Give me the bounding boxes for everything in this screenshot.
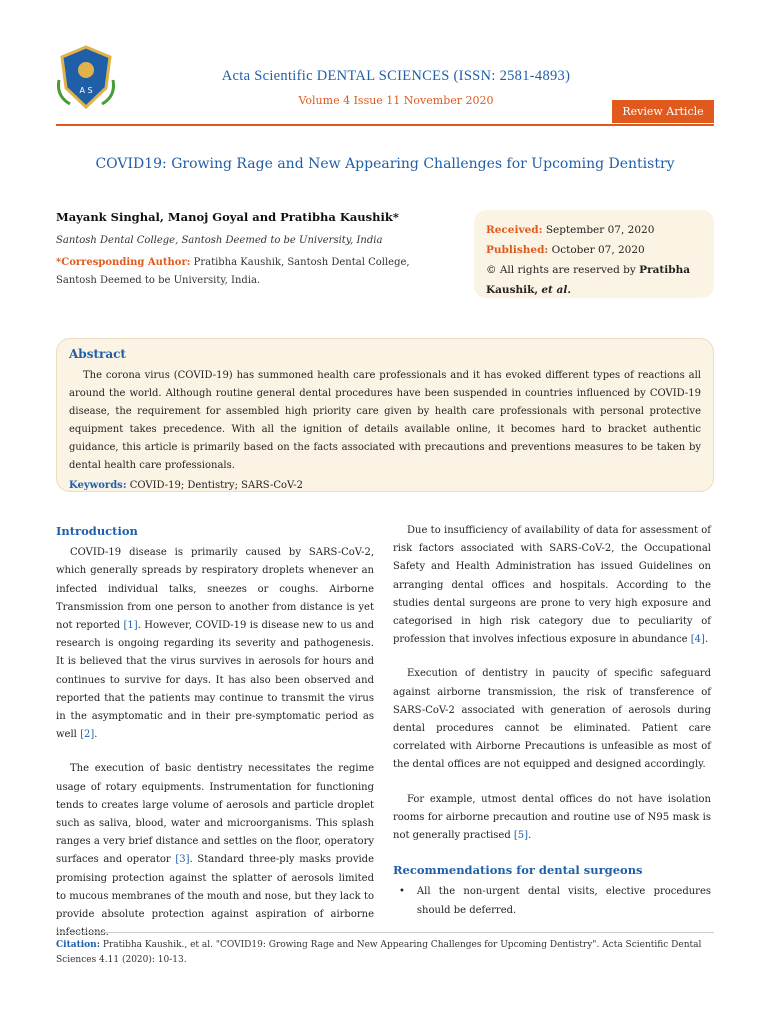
paragraph-4: Execution of dentistry in paucity of specific safeguard against airborne transmission, the risk of transference of SARS-CoV-2 associated with generation of aerosols during dental procedures cannot be eliminated. Patient care correlated with Airborne Precautions is unfeasible as most of the dental offices are not equipped and designed accordingly. — [393, 668, 711, 771]
header-divider — [56, 124, 714, 126]
keywords-label: Keywords: — [69, 480, 127, 491]
volume-issue: Volume 4 Issue 11 November 2020 — [298, 94, 494, 107]
keywords — [69, 477, 701, 495]
reference-link-5[interactable]: [5] — [513, 830, 529, 842]
paper-title: COVID19: Growing Rage and New Appearing Challenges for Upcoming Dentistry — [95, 156, 675, 172]
bullet-icon: • — [399, 886, 405, 898]
citation-label: Citation: — [56, 940, 101, 950]
published-date: October 07, 2020 — [551, 244, 645, 256]
authors: Mayank Singhal, Manoj Goyal and Pratibha Kaushik* — [56, 210, 399, 224]
body-column-right — [393, 522, 711, 920]
affiliation: Santosh Dental College, Santosh Deemed to be University, India — [56, 235, 383, 246]
list-item — [393, 883, 711, 919]
reference-link-2[interactable]: [2] — [80, 729, 95, 741]
dates-box — [474, 210, 714, 298]
rights-text: © All rights are reserved by — [486, 264, 636, 276]
reference-link-1[interactable]: [1] — [123, 620, 138, 632]
corresponding-text: Pratibha Kaushik, Santosh Dental College, Santosh Deemed to be University, India. — [56, 257, 410, 286]
introduction-heading: Introduction — [56, 524, 138, 538]
corresponding-author — [56, 254, 436, 290]
citation-text: Pratibha Kaushik., et al. "COVID19: Growing Rage and New Appearing Challenges for Upcoming Dentistry". Acta Scientific Dental Sciences 4.11 (2020): 10-13. — [56, 940, 702, 965]
published-label: Published: — [486, 244, 549, 256]
paragraph-1: COVID-19 disease is primarily caused by SARS-CoV-2, which generally spreads by respiratory droplets whenever an infected individual talks, sneezes or coughs. Airborne Transmission from one person to another from distance is yet not reported [1]. However, COVID-19 is disease new to us and research is ongoing regarding its severity and pathogenesis. It is believed that the virus survives in aerosols for hours and continues to survive for days. It has also been observed and reported that the patients may continue to transmit the virus in the asymptomatic and in their pre-symptomatic period as well [2]. — [56, 547, 375, 741]
paragraph-2: The execution of basic dentistry necessitates the regime usage of rotary equipments. Instrumentation for functioning tends to creates large volume of aerosols and particle droplet such as saliva, blood, water and microorganisms. This splash ranges a very brief distance and settles on the floor, operatory surfaces and operator [3]. Standard three-ply masks provide promising protection against the splatter of aerosols limited to mucous membranes of the mouth and nose, but they lack to provide absolute protection against aspiration of airborne — [56, 763, 374, 921]
reference-link-4[interactable]: [4] — [690, 634, 705, 646]
abstract-text: The corona virus (COVID-19) has summoned health care professionals and it has evoked different types of reactions all around the world. Although routine general dental procedures have been suspended in countries influenced by COVID-19 disease, the requirement for assembled high priority care given by health care professionals with personal protective equipment takes precedence. With all the ignition of details available online, it becomes hard to bracket authentic guidance, this article is primarily based on the facts associated with precautions and preventions measures to be taken by dental health care professionals. — [69, 370, 701, 471]
rights-etal: et al. — [541, 284, 572, 296]
paragraph-3: Due to insufficiency of availability of data for assessment of risk factors associated with SARS-CoV-2, the Occupational Safety and Health Administration has issued Guidelines on arranging dental offices and hospitals. According to the studies dental surgeons are prone to very high exposure and categorised in high risk category due to peculiarity of profession that involves infectious exposure in abundance [4]. — [393, 525, 711, 646]
paragraph-5: For example, utmost dental offices do not have isolation rooms for airborne precaution and routine use of N95 mask is not generally practised [5]. — [393, 793, 711, 842]
reference-link-3[interactable]: [3] — [175, 854, 190, 866]
received-label: Received: — [486, 224, 543, 236]
logo-text: A S — [79, 86, 93, 95]
rights-holder: Pratibha Kaushik, — [486, 264, 691, 296]
body-column-left — [56, 522, 374, 958]
journal-title: Acta Scientific DENTAL SCIENCES (ISSN: 2581-4893) — [221, 68, 571, 84]
article-type-badge: Review Article — [612, 100, 714, 123]
received-date: September 07, 2020 — [545, 224, 655, 236]
keywords-text: COVID-19; Dentistry; SARS-CoV-2 — [129, 480, 304, 491]
corresponding-label: *Corresponding Author: — [56, 257, 191, 268]
abstract-box — [56, 338, 714, 492]
footer-divider — [56, 932, 714, 933]
abstract-heading: Abstract — [69, 347, 126, 361]
journal-logo — [56, 44, 116, 110]
bullet-text: All the non-urgent dental visits, elective procedures should be deferred. — [416, 886, 711, 916]
recommendations-heading: Recommendations for dental surgeons — [393, 863, 643, 878]
citation — [56, 938, 714, 968]
